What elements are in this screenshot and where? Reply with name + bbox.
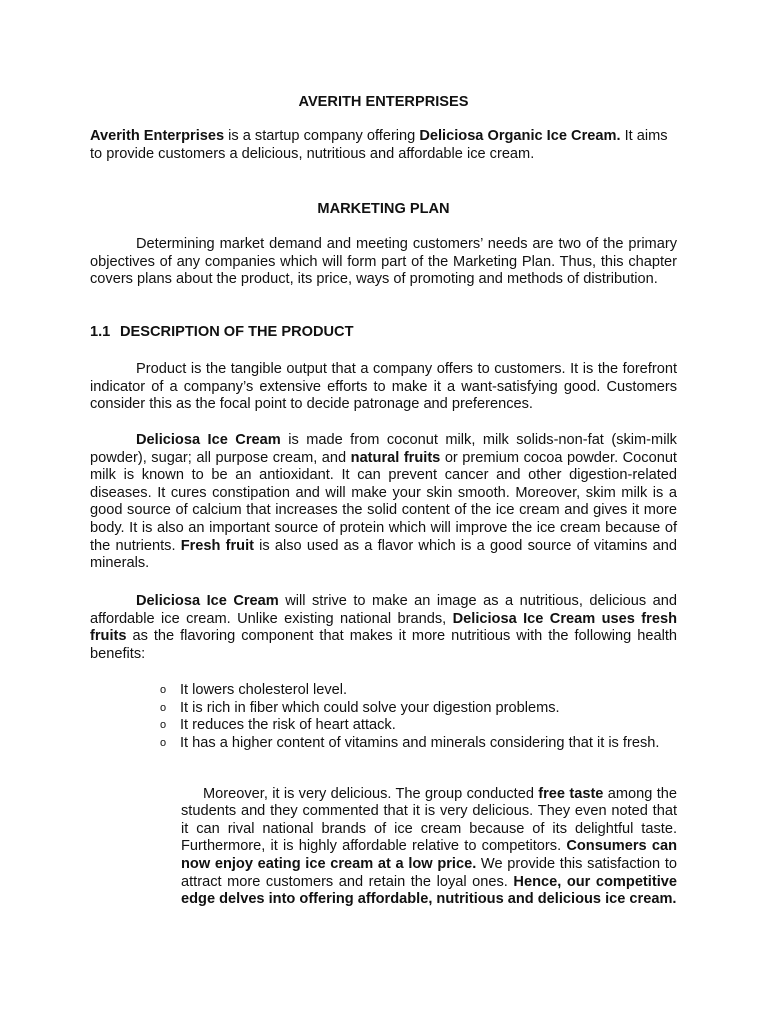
document-title: AVERITH ENTERPRISES: [298, 94, 469, 110]
intro-paragraph: Averith Enterprises is a startup company offering Deliciosa Organic Ice Cream. It aims to provide customers a delicious, nutritious and affordable ice cream.: [90, 128, 668, 162]
section-number: 1.1: [90, 324, 111, 340]
marketing-plan-paragraph: Determining market demand and meeting customers’ needs are two of the primary objectives of any companies which will form part of the Marketing Plan. Thus, this chapter covers plans about the product, its price, ways of promoting and methods of distribution.: [90, 236, 677, 288]
list-item: o It reduces the risk of heart attack.: [160, 717, 396, 734]
section-heading: [90, 324, 677, 342]
section-title: DESCRIPTION OF THE PRODUCT: [120, 324, 354, 340]
bullet-icon: o: [160, 684, 167, 696]
product-name: Deliciosa Organic Ice Cream.: [419, 128, 621, 144]
image-paragraph: Deliciosa Ice Cream will strive to make an image as a nutritious, delicious and affordable ice cream. Unlike existing national brands, Deliciosa Ice Cream uses fresh fruits as the flavoring component that makes it more nutritious with the following health benefits:: [90, 593, 677, 662]
list-item: o It has a higher content of vitamins and minerals considering that it is fresh.: [160, 734, 660, 751]
bullet-icon: o: [160, 736, 167, 749]
bullet-icon: o: [160, 719, 167, 732]
company-name: Averith Enterprises: [90, 128, 225, 144]
marketing-plan-heading: MARKETING PLAN: [317, 201, 450, 217]
product-paragraph: Product is the tangible output that a company offers to customers. It is the forefront indicator of a company’s extensive efforts to make it a want-satisfying good. Customers consider this as the focal point to decide patronage and preferences.: [90, 361, 677, 413]
ingredients-paragraph: Deliciosa Ice Cream is made from coconut milk, milk solids-non-fat (skim-milk powder), sugar; all purpose cream, and natural fruits or premium cocoa powder. Coconut milk is known to be an antioxidant. It can prevent cancer and other digestion-related diseases. It cures constipation and will make your skin smooth. Moreover, skim milk is a good source of calcium that increases the solid content of the ice cream and gives it more body. It is also an important source of protein which will improve the ice cream because of the nutrients. Fresh fruit is also used as a flavor which is a good source of vitamins and minerals.: [90, 432, 677, 572]
closing-paragraph: Moreover, it is very delicious. The group conducted free taste among the students and they commented that it is very delicious. They even noted that it can rival national brands of ice cream because of its delightful taste. Furthermore, it is highly affordable relative to competitors. Consumers can now enjoy eating ice cream at a low price. We provide this satisfaction to attract more customers and retain the loyal ones. Hence, our competitive edge delves into offering affordable, nutritious and delicious ice cream.: [181, 785, 677, 908]
bullet-icon: o: [160, 701, 167, 714]
list-item: o It lowers cholesterol level.: [160, 682, 348, 698]
list-item: o It is rich in fiber which could solve your digestion problems.: [160, 699, 560, 716]
health-benefits-list: [160, 682, 680, 752]
